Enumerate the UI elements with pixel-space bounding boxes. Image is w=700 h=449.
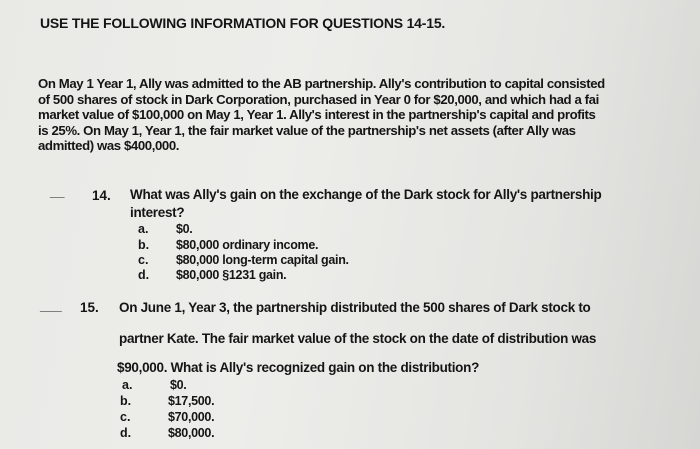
option-text-a: $0.	[170, 378, 187, 392]
intro-line: admitted) was $400,000.	[38, 138, 180, 154]
option-text-a: $0.	[176, 222, 193, 236]
answer-blank-14: __	[50, 184, 65, 199]
option-text-c: $80,000 long-term capital gain.	[176, 253, 349, 267]
option-text-c: $70,000.	[168, 410, 215, 424]
intro-paragraph	[38, 76, 688, 154]
answer-blank-15: ___	[40, 298, 62, 313]
question-14-line: interest?	[130, 205, 185, 220]
section-header: USE THE FOLLOWING INFORMATION FOR QUESTIONS 14-15.	[40, 15, 446, 31]
intro-line: of 500 shares of stock in Dark Corporation, purchased in Year 0 for $20,000, and which had a fai	[38, 91, 599, 107]
question-15-line: partner Kate. The fair market value of the stock on the date of distribution was	[119, 331, 597, 346]
question-15-line: On June 1, Year 3, the partnership distributed the 500 shares of Dark stock to	[119, 300, 591, 315]
option-text-d: $80,000 §1231 gain.	[176, 268, 287, 282]
intro-line: market value of $100,000 on May 1, Year 1. Ally's interest in the partnership's capital and profits	[38, 107, 596, 123]
question-number-14: 14.	[92, 188, 111, 203]
option-text-b: $80,000 ordinary income.	[176, 238, 319, 252]
option-letter-b: b.	[138, 238, 150, 252]
option-letter-b: b.	[120, 394, 132, 408]
option-letter-a: a.	[138, 222, 149, 236]
option-letter-c: c.	[120, 410, 131, 424]
question-14-line: What was Ally's gain on the exchange of the Dark stock for Ally's partnership	[130, 187, 602, 202]
intro-line: is 25%. On May 1, Year 1, the fair market value of the partnership's net assets (after Ally was	[38, 122, 576, 138]
option-letter-a: a.	[122, 378, 133, 392]
question-15-line: $90,000. What is Ally's recognized gain on the distribution?	[117, 360, 480, 375]
option-letter-c: c.	[138, 253, 149, 267]
option-text-d: $80,000.	[168, 426, 215, 440]
intro-line: On May 1 Year 1, Ally was admitted to the AB partnership. Ally's contribution to capital consisted	[38, 76, 605, 91]
option-letter-d: d.	[138, 268, 150, 282]
option-letter-d: d.	[120, 426, 132, 440]
question-number-15: 15.	[80, 300, 99, 315]
option-text-b: $17,500.	[168, 394, 215, 408]
